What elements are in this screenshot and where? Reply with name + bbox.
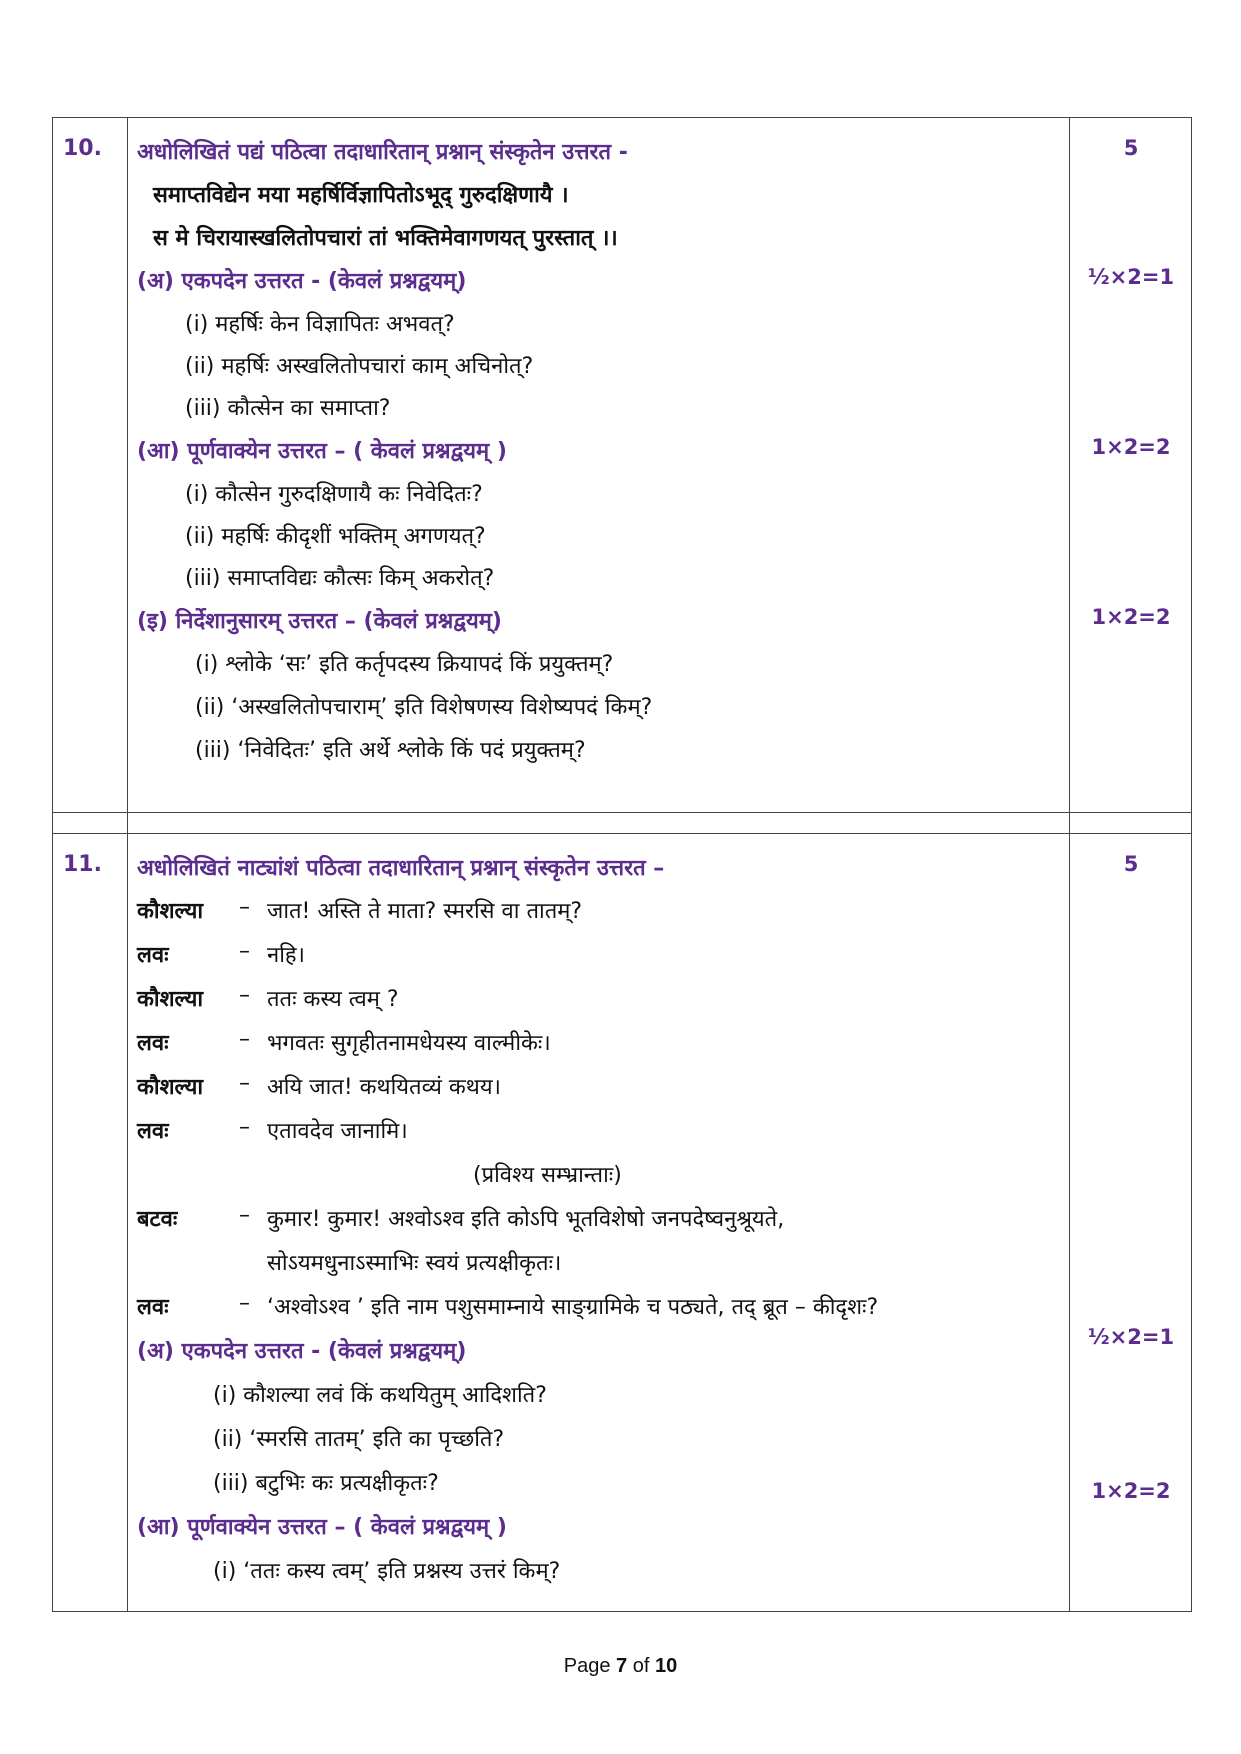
dialogue-dash: – — [239, 1027, 250, 1052]
dialogue-dash: – — [239, 1115, 250, 1140]
section-heading: (आ) पूर्णवाक्येन उत्तरत – ( केवलं प्रश्नद्वयम् ) — [137, 1515, 507, 1540]
column-divider — [1069, 834, 1070, 1611]
column-divider — [1069, 811, 1070, 833]
dialogue-dash: – — [239, 1291, 250, 1316]
footer-middle: of — [627, 1655, 655, 1677]
section-marks: ½×2=1 — [1087, 1325, 1175, 1349]
question-item: (ii) महर्षिः अस्खलितोपचारां काम् अचिनोत्? — [185, 354, 534, 379]
section-marks: ½×2=1 — [1087, 265, 1175, 289]
question-item: (i) कौशल्या लवं किं कथयितुम् आदिशति? — [213, 1383, 547, 1408]
question-10-table — [52, 117, 1192, 813]
section-heading: (अ) एकपदेन उत्तरत - (केवलं प्रश्नद्वयम्) — [137, 1339, 467, 1364]
dialogue-dash: – — [239, 983, 250, 1008]
question-item: (iii) कौत्सेन का समाप्ता? — [185, 396, 391, 421]
question-instruction: अधोलिखितं पद्यं पठित्वा तदाधारितान् प्रश्नान् संस्कृतेन उत्तरत - — [137, 140, 628, 165]
question-item: (ii) ‘स्मरसि तातम्’ इति का पृच्छति? — [213, 1427, 505, 1452]
dialogue-text: ततः कस्य त्वम् ? — [267, 987, 399, 1012]
question-item: (i) कौत्सेन गुरुदक्षिणायै कः निवेदितः? — [185, 482, 483, 507]
question-item: (ii) ‘अस्खलितोपचाराम्’ इति विशेषणस्य विशेष्यपदं किम्? — [195, 695, 653, 720]
dialogue-dash: – — [239, 895, 250, 920]
column-divider — [127, 834, 128, 1611]
speaker-name: लवः — [137, 1119, 169, 1144]
question-item: (iii) ‘निवेदितः’ इति अर्थे श्लोके किं पदं प्रयुक्तम्? — [195, 738, 586, 763]
dialogue-text: अयि जात! कथयितव्यं कथय। — [267, 1075, 501, 1100]
section-heading: (अ) एकपदेन उत्तरत - (केवलं प्रश्नद्वयम्) — [137, 269, 467, 294]
speaker-name: लवः — [137, 1031, 169, 1056]
total-page-number: 10 — [654, 1655, 678, 1677]
stage-direction: (प्रविश्य सम्भ्रान्ताः) — [473, 1163, 622, 1188]
section-marks: 1×2=2 — [1091, 1479, 1171, 1503]
dialogue-text: एतावदेव जानामि। — [267, 1119, 408, 1144]
speaker-name: कौशल्या — [137, 1075, 204, 1100]
speaker-name: लवः — [137, 1295, 169, 1320]
verse-line-1: समाप्तविद्येन मया महर्षिर्विज्ञापितोऽभूद् गुरुदक्षिणायै । — [153, 183, 569, 208]
column-divider — [127, 811, 128, 833]
dialogue-dash: – — [239, 1071, 250, 1096]
section-marks: 1×2=2 — [1091, 605, 1171, 629]
question-number: 11. — [63, 852, 102, 877]
section-heading: (आ) पूर्णवाक्येन उत्तरत – ( केवलं प्रश्नद्वयम् ) — [137, 439, 507, 464]
dialogue-text: जात! अस्ति ते माता? स्मरसि वा तातम्? — [267, 899, 583, 924]
speaker-name: बटवः — [137, 1207, 178, 1232]
column-divider — [127, 118, 128, 812]
question-item: (i) ‘ततः कस्य त्वम्’ इति प्रश्नस्य उत्तरं किम्? — [213, 1559, 561, 1584]
question-item: (i) महर्षिः केन विज्ञापितः अभवत्? — [185, 312, 455, 337]
dialogue-dash: – — [239, 1203, 250, 1228]
column-divider — [1069, 118, 1070, 812]
speaker-name: लवः — [137, 943, 169, 968]
page-footer — [0, 1655, 1241, 1678]
speaker-name: कौशल्या — [137, 987, 204, 1012]
question-11-table — [52, 833, 1192, 1612]
dialogue-text: नहि। — [267, 943, 305, 968]
footer-prefix: Page — [563, 1655, 617, 1677]
question-item: (i) श्लोके ‘सः’ इति कर्तृपदस्य क्रियापदं किं प्रयुक्तम्? — [195, 652, 614, 677]
dialogue-text: सोऽयमधुनाऽस्माभिः स्वयं प्रत्यक्षीकृतः। — [267, 1251, 562, 1276]
current-page-number: 7 — [616, 1655, 628, 1677]
question-number: 10. — [63, 136, 102, 161]
question-item: (iii) समाप्तविद्यः कौत्सः किम् अकरोत्? — [185, 566, 495, 591]
section-heading: (इ) निर्देशानुसारम् उत्तरत – (केवलं प्रश्नद्वयम्) — [137, 609, 502, 634]
dialogue-text: ‘अश्वोऽश्व ’ इति नाम पशुसमाम्नाये साङ्ग्रामिके च पठ्यते, तद् ब्रूत – कीदृशः? — [267, 1295, 879, 1320]
table-gap — [52, 811, 1192, 833]
section-marks: 1×2=2 — [1091, 435, 1171, 459]
question-item: (iii) बटुभिः कः प्रत्यक्षीकृतः? — [213, 1471, 439, 1496]
speaker-name: कौशल्या — [137, 899, 204, 924]
question-marks: 5 — [1123, 852, 1139, 876]
verse-line-2: स मे चिरायास्खलितोपचारां तां भक्तिमेवागणयत् पुरस्तात् ।। — [153, 226, 618, 251]
question-item: (ii) महर्षिः कीदृशीं भक्तिम् अगणयत्? — [185, 524, 486, 549]
question-marks: 5 — [1123, 136, 1139, 160]
dialogue-text: भगवतः सुगृहीतनामधेयस्य वाल्मीकेः। — [267, 1031, 551, 1056]
question-instruction: अधोलिखितं नाट्यांशं पठित्वा तदाधारितान् प्रश्नान् संस्कृतेन उत्तरत – — [137, 856, 665, 881]
dialogue-dash: – — [239, 939, 250, 964]
dialogue-text: कुमार! कुमार! अश्वोऽश्व इति कोऽपि भूतविशेषो जनपदेष्वनुश्रूयते, — [267, 1207, 785, 1232]
